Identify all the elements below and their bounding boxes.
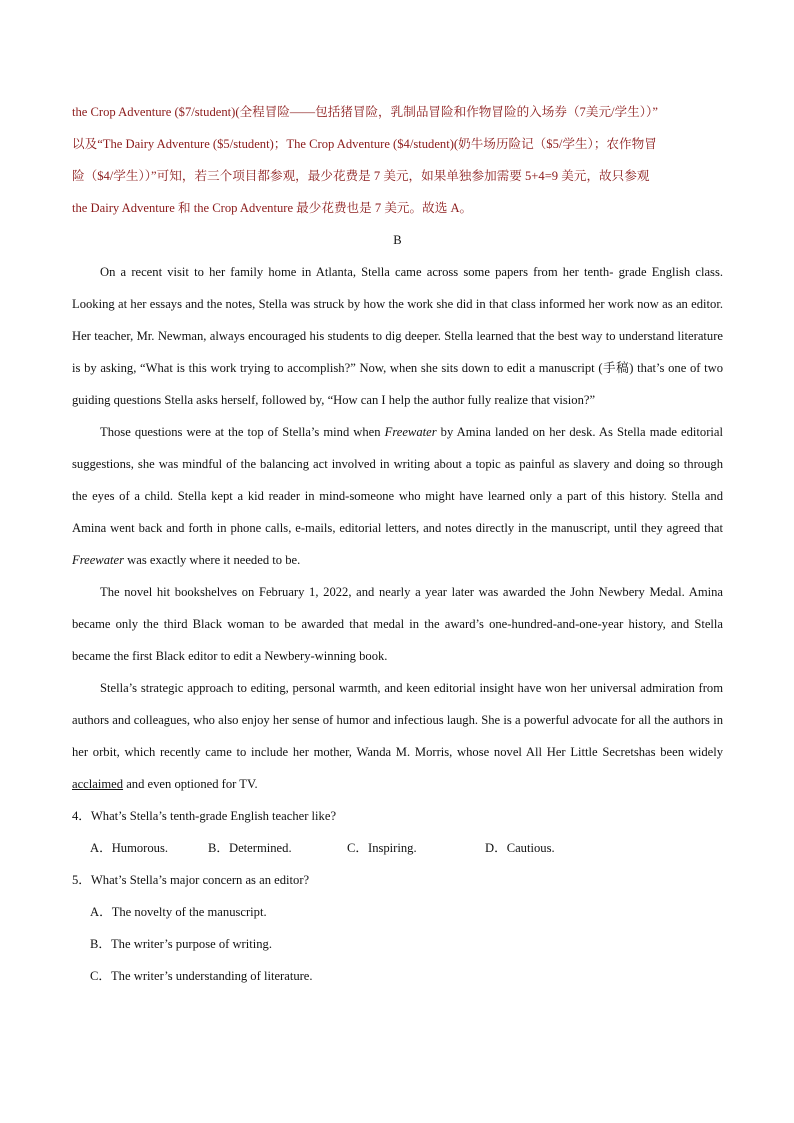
passage-paragraph-2-part-a: Those questions were at the top of Stella’s mind when — [100, 425, 385, 439]
underlined-word: acclaimed — [72, 777, 124, 791]
passage-paragraph-2-part-c: was exactly where it needed to be. — [124, 553, 301, 567]
question-4-option-c[interactable]: C．Inspiring. — [347, 841, 417, 855]
question-4-option-d[interactable]: D．Cautious. — [485, 841, 555, 855]
answer-explanation-line-3: 险（$4/学生））”可知，若三个项目都参观，最少花费是 7 美元，如果单独参加需要 5+4=9 美元，故只参观 — [72, 169, 650, 183]
passage-paragraph-2 — [72, 416, 723, 576]
question-4-stem: 4．What’s Stella’s tenth-grade English teacher like? — [72, 809, 337, 823]
answer-explanation-line-4: the Dairy Adventure 和 the Crop Adventure 最少花费也是 7 美元。故选 A。 — [72, 201, 473, 215]
book-title: Freewater — [384, 425, 437, 439]
question-4-option-a[interactable]: A．Humorous. — [90, 841, 169, 855]
question-5-stem: 5．What’s Stella’s major concern as an editor? — [72, 873, 310, 887]
passage-paragraph-1: On a recent visit to her family home in Atlanta, Stella came across some papers from her tenth- grade English class. Looking at her essays and the notes, Stella was struck by how the work she did in that class informed her work now as an editor. Her teacher, Mr. Newman, always encouraged his students to dig deeper. Stella learned that the best way to understand literature is by asking, “What is this work trying to accomplish?” Now, when she sits down to edit a manuscript (手稿) that’s one of two guiding questions Stella asks herself, followed by, “How can I help the author fully realize that vision?” — [72, 265, 723, 407]
book-title: Freewater — [72, 553, 124, 567]
passage-paragraph-4-part-b: and even optioned for TV. — [123, 777, 258, 791]
question-4-option-b[interactable]: B．Determined. — [208, 841, 292, 855]
passage-paragraph-3: The novel hit bookshelves on February 1, 2022, and nearly a year later was awarded the John Newbery Medal. Amina became only the third Black woman to be awarded that medal in the award’s one-hundred-and-one-year history, and Stella became the first Black editor to edit a Newbery-winning book. — [72, 585, 723, 663]
document-page — [72, 96, 723, 992]
passage-paragraph-4-part-a: Stella’s strategic approach to editing, personal warmth, and keen editorial insight have won her universal admiration from authors and colleagues, who also enjoy her sense of humor and infectious laugh. She is a powerful advocate for all the authors in her orbit, which recently came to include her mother, Wanda M. Morris, whose novel All Her Little Secretshas been widely — [72, 681, 723, 759]
answer-explanation-line-2: 以及“The Dairy Adventure ($5/student)；The Crop Adventure ($4/student)(奶牛场历险记（$5/学生）；农作物冒 — [72, 137, 657, 151]
question-5-option-a[interactable]: A．The novelty of the manuscript. — [90, 905, 267, 919]
passage-paragraph-2-part-b: by Amina landed on her desk. As Stella made editorial suggestions, she was mindful of the balancing act involved in writing about a topic as painful as slavery and doing so through the eyes of a child. Stella kept a kid reader in mind-someone who might have learned only a part of this history. Stella and Amina went back and forth in phone calls, e-mails, editorial letters, and notes directly in the manuscript, until they agreed that — [72, 425, 723, 535]
answer-explanation-line-1: the Crop Adventure ($7/student)(全程冒险——包括猪冒险，乳制品冒险和作物冒险的入场券（7美元/学生））” — [72, 105, 658, 119]
question-5-option-b[interactable]: B．The writer’s purpose of writing. — [90, 937, 272, 951]
section-label: B — [393, 233, 402, 247]
passage-paragraph-4 — [72, 672, 723, 800]
question-4-options — [72, 832, 723, 864]
question-5-option-c[interactable]: C．The writer’s understanding of literature. — [90, 969, 313, 983]
